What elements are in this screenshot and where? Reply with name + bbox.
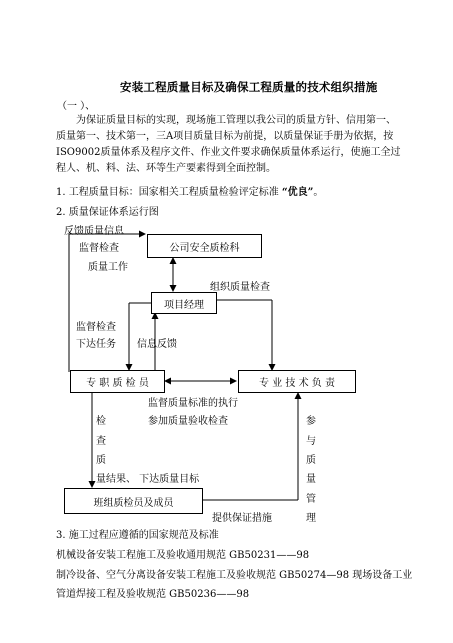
check-col-4: 量结果、 下达质量目标 (96, 474, 200, 485)
intro-line: ISO9002质量体系及程序文件、作业文件要求确保质量体系运行，使施工全过 (56, 147, 401, 158)
intro-line: 程人、机、料、法、环等生产要素得到全面控制。 (56, 163, 276, 174)
participate-col-6: 理 (306, 513, 316, 524)
participate-col-5: 管 (306, 494, 316, 505)
organize-check-label: 组织质量检查 (210, 282, 270, 293)
item-2: 2. 质量保证体系运行图 (56, 207, 159, 218)
issue-task-label: 下达任务 (76, 339, 116, 350)
team-inspector-box: 班组质检员及成员 (64, 488, 203, 514)
intro-line: 为保证质量目标的实现，现场施工管理以我公司的质量方针、信用第一、 (76, 115, 396, 126)
participate-col-2: 与 (306, 436, 316, 447)
participate-col-4: 量 (306, 474, 316, 485)
supervise-standard-label: 监督质量标准的执行 (148, 398, 238, 409)
feedback-label: 反馈质量信息 (64, 226, 124, 237)
join-acceptance-label: 参加质量验收检查 (148, 416, 228, 427)
check-col-2: 查 (96, 436, 106, 447)
intro-line: 质量第一、技术第一，三A项目质量目标为前提，以质量保证手册为依据，按 (56, 131, 394, 142)
item-3: 3. 施工过程应遵循的国家规范及标准 (56, 530, 219, 541)
technical-lead-box: 专 业 技 术 负 责 (238, 370, 356, 393)
section-marker: （一 ）、 (57, 101, 96, 112)
project-manager-box: 项目经理 (151, 292, 217, 314)
standard-line: 管道焊接工程及验收规范 GB50236——98 (56, 589, 250, 600)
quality-work-label: 质量工作 (88, 262, 128, 273)
item-1-grade: “优良” (281, 187, 314, 198)
item-1-suffix: 。 (313, 187, 324, 198)
standard-line: 制冷设备、空气分离设备安装工程施工及验收规范 GB50274—98 现场设备工业 (56, 570, 413, 581)
check-col-1: 检 (96, 416, 106, 427)
document-title: 安装工程质量目标及确保工程质量的技术组织措施 (120, 80, 378, 94)
check-col-3: 质 (96, 455, 106, 466)
participate-col-1: 参 (306, 416, 316, 427)
provide-measures-label: 提供保证措施 (212, 513, 272, 524)
supervise-check-label: 监督检查 (79, 243, 119, 254)
participate-col-3: 质 (306, 455, 316, 466)
info-feedback-label: 信息反馈 (137, 339, 177, 350)
item-1-text: 1. 工程质量目标：国家相关工程质量检验评定标准 (56, 187, 282, 198)
company-quality-dept-box: 公司安全质检科 (147, 234, 262, 258)
quality-inspector-box: 专 职 质 检 员 (70, 370, 165, 393)
supervise-check-label-2: 监督检查 (76, 322, 116, 333)
standard-line: 机械设备安装工程施工及验收通用规范 GB50231——98 (56, 550, 310, 561)
